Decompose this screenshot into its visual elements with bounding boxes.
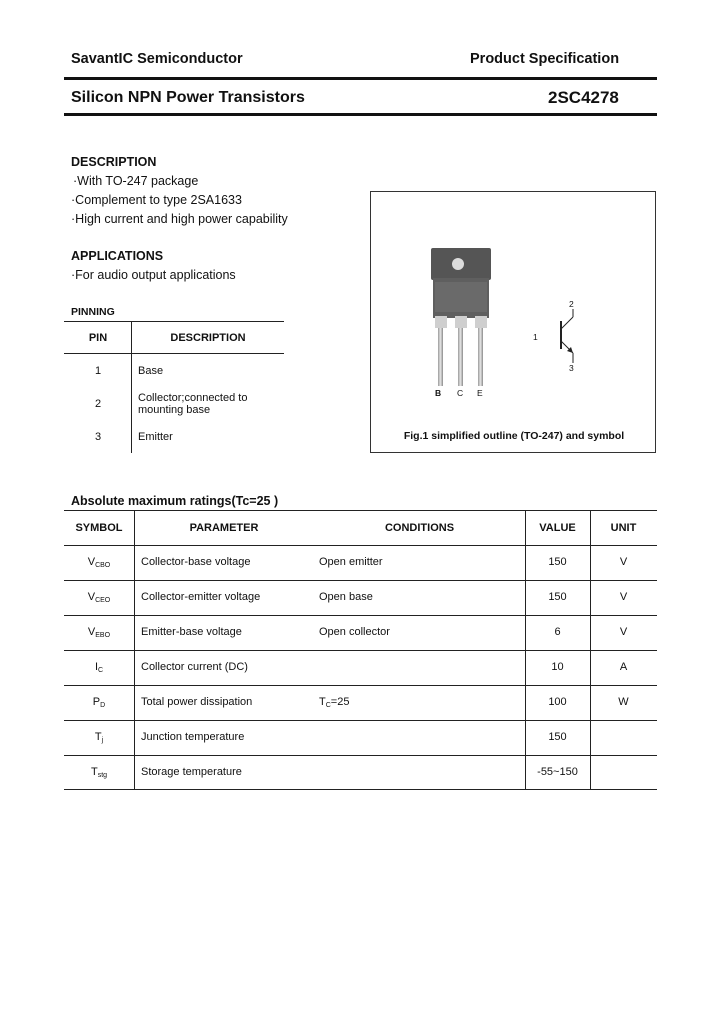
rating-value: 10 (551, 661, 564, 673)
ratings-title: Absolute maximum ratings(Tc=25 ) (71, 494, 279, 508)
ratings-row-rule (64, 755, 657, 756)
ratings-rule-top (64, 510, 657, 511)
rating-symbol-main: P (92, 696, 101, 708)
rating-unit: V (619, 591, 628, 603)
header-rule-top (64, 77, 657, 80)
company-name: SavantIC Semiconductor (71, 51, 243, 67)
rating-condition-main: Open base (319, 591, 373, 603)
rating-parameter: Collector-emitter voltage (141, 591, 261, 603)
rating-condition (319, 626, 390, 639)
rating-symbol-main: I (94, 661, 98, 673)
rating-symbol (64, 661, 134, 674)
ratings-header-value: VALUE (539, 522, 576, 534)
pinning-rule-top (64, 321, 284, 322)
rating-condition (319, 696, 349, 709)
product-line: Silicon NPN Power Transistors (71, 89, 305, 106)
rating-unit: V (619, 556, 628, 568)
rating-value: -55~150 (537, 766, 578, 778)
rating-condition-main: Open collector (319, 626, 390, 638)
rating-parameter: Emitter-base voltage (141, 626, 242, 638)
rating-symbol-subscript: CBO (95, 562, 111, 569)
rating-condition-main: Open emitter (319, 556, 383, 568)
ratings-rule-header (64, 545, 657, 546)
rating-symbol-main: T (90, 766, 98, 778)
pinning-header-pin: PIN (88, 332, 108, 344)
description-item: ·High current and high power capability (71, 212, 288, 226)
ratings-row-rule (64, 685, 657, 686)
symbol-pin-label: 3 (569, 363, 574, 373)
rating-symbol-subscript: C (98, 667, 104, 674)
rating-symbol (64, 696, 134, 709)
ratings-header-symbol: SYMBOL (75, 522, 123, 534)
ratings-rule-bottom (64, 789, 657, 790)
rating-symbol-subscript: j (101, 737, 104, 744)
rating-symbol-main: V (87, 591, 96, 603)
description-item: ·Complement to type 2SA1633 (71, 193, 242, 207)
ratings-row-rule (64, 720, 657, 721)
rating-symbol (64, 556, 134, 569)
pin-number: 2 (94, 398, 102, 410)
rating-condition (319, 556, 383, 569)
rating-value: 100 (548, 696, 567, 708)
ratings-row-rule (64, 615, 657, 616)
ratings-header-conditions: CONDITIONS (384, 522, 455, 534)
symbol-pin-label: 1 (533, 332, 538, 342)
rating-symbol-main: V (87, 626, 96, 638)
part-number: 2SC4278 (548, 88, 619, 107)
applications-title: APPLICATIONS (71, 249, 164, 263)
description-item: ·With TO-247 package (73, 174, 199, 188)
rating-symbol (64, 766, 134, 779)
rating-symbol-main: T (94, 731, 102, 743)
pin-description-line: Collector;connected to (138, 392, 248, 404)
rating-condition-subscript: C (325, 702, 331, 709)
pin-description (138, 392, 247, 416)
lead-label: C (457, 388, 464, 398)
ratings-header-parameter: PARAMETER (189, 522, 259, 534)
rating-condition-rest: =25 (330, 696, 350, 708)
rating-value: 150 (548, 591, 567, 603)
pin-description: Base (138, 365, 164, 377)
applications-item: ·For audio output applications (71, 268, 236, 282)
rating-unit: A (619, 661, 628, 673)
to247-package-image (423, 242, 503, 392)
figure-caption: Fig.1 simplified outline (TO-247) and symbol (403, 430, 625, 442)
symbol-pin-label: 2 (569, 299, 574, 309)
rating-symbol (64, 591, 134, 604)
pin-number: 3 (94, 431, 102, 443)
rating-value: 150 (548, 556, 567, 568)
lead-label: B (435, 388, 442, 398)
rating-symbol (64, 626, 134, 639)
rating-symbol-subscript: CEO (95, 597, 111, 604)
ratings-row-rule (64, 650, 657, 651)
pin-number: 1 (94, 365, 102, 377)
figure-box (370, 191, 656, 453)
document-type: Product Specification (470, 51, 620, 67)
rating-symbol-main: V (87, 556, 96, 568)
rating-symbol-subscript: EBO (95, 632, 111, 639)
rating-value: 6 (554, 626, 561, 638)
rating-symbol-subscript: D (100, 702, 106, 709)
pinning-header-description: DESCRIPTION (170, 332, 246, 344)
pin-description: Emitter (138, 431, 173, 443)
npn-transistor-symbol (553, 307, 593, 367)
rating-parameter: Total power dissipation (141, 696, 253, 708)
rating-symbol (64, 731, 134, 744)
rating-parameter: Collector current (DC) (141, 661, 248, 673)
rating-parameter: Junction temperature (141, 731, 245, 743)
rating-unit: W (618, 696, 629, 708)
rating-parameter: Collector-base voltage (141, 556, 251, 568)
pin-description-line: mounting base (138, 404, 211, 416)
pinning-rule-header (64, 353, 284, 354)
rating-parameter: Storage temperature (141, 766, 242, 778)
lead-label: E (477, 388, 483, 398)
rating-unit: V (619, 626, 628, 638)
rating-condition (319, 591, 373, 604)
rating-condition-main: T (319, 696, 326, 708)
header-rule-bottom (64, 113, 657, 116)
description-title: DESCRIPTION (71, 155, 157, 169)
ratings-header-unit: UNIT (610, 522, 637, 534)
ratings-row-rule (64, 580, 657, 581)
pinning-title: PINNING (71, 306, 115, 318)
rating-symbol-subscript: stg (97, 772, 108, 779)
rating-value: 150 (548, 731, 567, 743)
